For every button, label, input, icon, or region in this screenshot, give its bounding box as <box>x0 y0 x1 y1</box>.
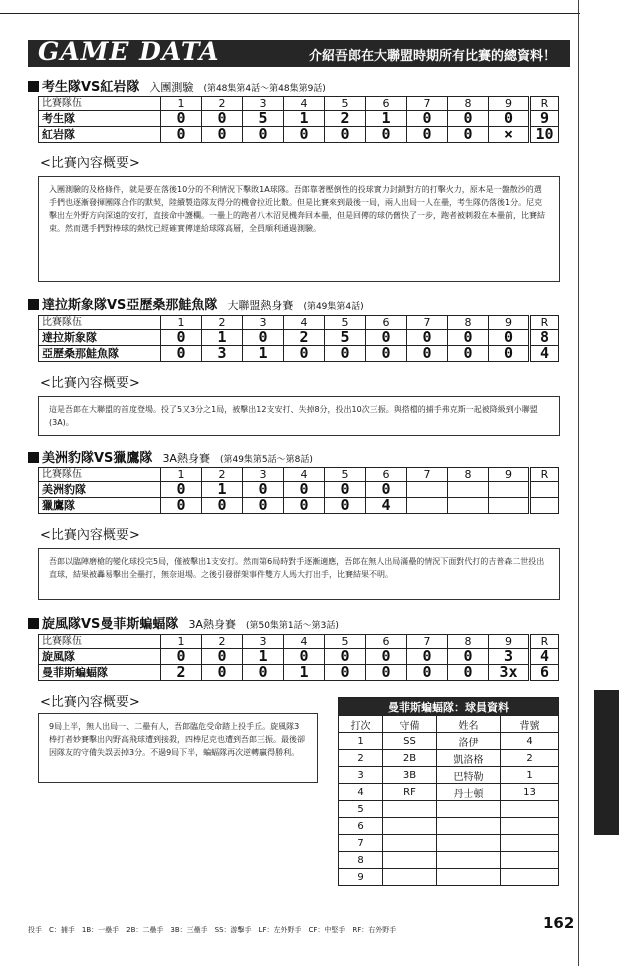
table-cell: 1 <box>501 767 559 784</box>
table-cell: 6 <box>339 818 383 835</box>
table-cell: 0 <box>407 111 448 127</box>
table-cell: 紅岩隊 <box>39 127 161 143</box>
table-cell: 0 <box>448 649 489 665</box>
table-cell <box>530 498 559 514</box>
table-cell: 4 <box>284 316 325 330</box>
table-row <box>339 733 559 750</box>
table-cell: 5 <box>339 801 383 818</box>
table-cell: 3 <box>243 635 284 649</box>
game-episodes: (第49集第4話) <box>303 302 364 312</box>
table-cell <box>383 869 437 886</box>
table-cell: 5 <box>325 468 366 482</box>
table-cell: 8 <box>448 97 489 111</box>
table-cell: 1 <box>202 482 243 498</box>
game4-summary: 9局上半，無人出局一、二壘有人，吾郎臨危受命踏上投手丘。旋風隊3棒打者妙賽擊出內野高飛球遭到接殺，四棒尼克也遭到吾郎三振。最後卻因隊友的守備失誤丟掉3分。不過9局下半，蝙蝠隊再次逆轉贏得勝利。 <box>38 713 318 783</box>
table-cell: 0 <box>448 665 489 681</box>
table-cell: 0 <box>202 665 243 681</box>
table-cell: 7 <box>339 835 383 852</box>
table-cell: 4 <box>530 649 559 665</box>
table-cell: 0 <box>284 498 325 514</box>
table-cell: 4 <box>284 97 325 111</box>
table-cell: 考生隊 <box>39 111 161 127</box>
table-cell: 1 <box>161 316 202 330</box>
table-cell: 5 <box>325 316 366 330</box>
table-cell: 0 <box>325 482 366 498</box>
table-cell: 守備 <box>383 716 437 733</box>
game1-summary: 入團測驗的及格條件，就是要在落後10分的不利情況下擊敗1A球隊。吾郎靠著壓倒性的投球實力封鎖對方的打擊火力，原本是一盤散沙的選手們也逐漸發揮團隊合作的默契，陸續製造隊友得分的機會拉近比數。但是比賽來到最後一局，兩人出局一人在壘，考生隊仍落後1分。尼克擊出左外野方向深遠的安打，直接命中護欄。一壘上的跑者八木沼見機奔回本壘，但是回傳的球仍舊快了一步，跑者被刺殺在本壘前，比賽結束。然而選手們對棒球的熱忱已經確實傳達給球隊高層，全員順利通過測驗。 <box>38 176 560 282</box>
roster-title: 曼菲斯蝙蝠隊：球員資料 <box>339 698 559 716</box>
scoreboard-game2 <box>38 315 559 362</box>
table-cell: 比賽隊伍 <box>39 316 161 330</box>
team-row <box>39 665 559 681</box>
table-cell: 比賽隊伍 <box>39 635 161 649</box>
table-cell: 13 <box>501 784 559 801</box>
table-cell: 0 <box>202 111 243 127</box>
table-cell: 0 <box>448 127 489 143</box>
table-cell: 9 <box>489 316 530 330</box>
table-cell: R <box>530 316 559 330</box>
side-tab <box>594 690 619 835</box>
game3-title <box>28 447 313 466</box>
table-cell: 0 <box>161 330 202 346</box>
table-cell: 0 <box>407 346 448 362</box>
table-cell: 2 <box>161 665 202 681</box>
table-cell <box>448 482 489 498</box>
game-title-text: 美洲豹隊VS獵鷹隊 <box>42 451 153 466</box>
table-cell: 0 <box>161 346 202 362</box>
table-row <box>339 818 559 835</box>
table-cell: 1 <box>366 111 407 127</box>
table-cell: 0 <box>325 665 366 681</box>
page-number: 162 <box>543 914 575 932</box>
table-cell: 0 <box>161 482 202 498</box>
team-row <box>39 346 559 362</box>
bullet-square-icon <box>28 452 39 463</box>
table-cell: 0 <box>489 346 530 362</box>
table-cell: 4 <box>530 346 559 362</box>
table-cell: 0 <box>407 330 448 346</box>
table-cell <box>437 852 501 869</box>
table-cell <box>501 801 559 818</box>
banner-title: GAME DATA <box>38 37 220 66</box>
table-cell: 亞歷桑那鮭魚隊 <box>39 346 161 362</box>
table-cell: 3 <box>243 97 284 111</box>
table-cell: 0 <box>366 649 407 665</box>
game-title-text: 達拉斯象隊VS亞歷桑那鮭魚隊 <box>42 298 218 313</box>
table-cell: 2 <box>284 330 325 346</box>
table-cell <box>437 818 501 835</box>
table-cell: 4 <box>501 733 559 750</box>
table-row <box>339 852 559 869</box>
table-cell: 7 <box>407 468 448 482</box>
banner-subtitle: 介紹吾郎在大聯盟時期所有比賽的總資料！ <box>308 49 556 64</box>
table-cell: 0 <box>284 482 325 498</box>
right-rule <box>578 0 579 966</box>
table-cell: 9 <box>489 468 530 482</box>
overview-heading: <比賽內容概要> <box>40 156 140 171</box>
table-cell: 比賽隊伍 <box>39 468 161 482</box>
table-cell: 0 <box>161 127 202 143</box>
table-cell: 1 <box>243 346 284 362</box>
table-cell: 0 <box>202 498 243 514</box>
roster-header-row <box>339 716 559 733</box>
table-cell: 0 <box>366 665 407 681</box>
table-cell: 0 <box>325 498 366 514</box>
table-cell: 曼菲斯蝙蝠隊 <box>39 665 161 681</box>
table-cell: 3 <box>202 346 243 362</box>
table-cell: 7 <box>407 316 448 330</box>
scoreboard-game3 <box>38 467 559 514</box>
table-cell: 2 <box>202 635 243 649</box>
table-cell: 8 <box>339 852 383 869</box>
table-cell: 0 <box>243 665 284 681</box>
table-cell: 7 <box>407 635 448 649</box>
table-cell: 8 <box>448 316 489 330</box>
table-cell: 打次 <box>339 716 383 733</box>
table-cell: 5 <box>325 97 366 111</box>
table-cell: 0 <box>243 330 284 346</box>
table-cell: 5 <box>243 111 284 127</box>
table-cell: 0 <box>407 649 448 665</box>
table-cell: 旋風隊 <box>39 649 161 665</box>
table-cell: 9 <box>530 111 559 127</box>
table-cell: 4 <box>284 468 325 482</box>
table-cell: 7 <box>407 97 448 111</box>
table-cell: 2 <box>202 97 243 111</box>
scoreboard-game4 <box>38 634 559 681</box>
table-cell <box>501 869 559 886</box>
game-episodes: (第49集第5話〜第8話) <box>219 455 313 465</box>
table-cell: 3x <box>489 665 530 681</box>
table-cell: 5 <box>325 635 366 649</box>
table-cell: 0 <box>489 330 530 346</box>
table-cell <box>489 482 530 498</box>
table-cell: 凱洛格 <box>437 750 501 767</box>
game2-title <box>28 294 364 313</box>
position-legend: 投手 C：捕手 1B：一壘手 2B：二壘手 3B：三壘手 SS：游擊手 LF：左外野手 CF：中堅手 RF：右外野手 <box>28 926 397 934</box>
game-type: 大聯盟熱身賽 <box>227 299 294 312</box>
table-cell: 0 <box>325 127 366 143</box>
scoreboard-game1 <box>38 96 559 143</box>
table-cell: 0 <box>489 111 530 127</box>
table-cell: 0 <box>448 346 489 362</box>
team-row <box>39 127 559 143</box>
table-cell: 1 <box>161 97 202 111</box>
bullet-square-icon <box>28 618 39 629</box>
table-cell: 0 <box>243 127 284 143</box>
table-cell: 背號 <box>501 716 559 733</box>
table-cell: 6 <box>366 635 407 649</box>
bullet-square-icon <box>28 81 39 92</box>
table-cell: 0 <box>161 498 202 514</box>
table-cell <box>448 498 489 514</box>
table-cell: 1 <box>284 665 325 681</box>
table-cell <box>383 852 437 869</box>
table-cell <box>383 801 437 818</box>
game3-summary: 吾郎以臨陣磨槍的變化球投完5局，僅被擊出1支安打。然而第6局時對手逐漸適應，吾郎在無人出局滿壘的情況下面對代打的吉普森二世投出直球，結果被轟易擊出全壘打，無奈退場。之後引發群架事件雙方人馬大打出手，比賽結果不明。 <box>38 548 560 600</box>
table-cell: 9 <box>489 635 530 649</box>
team-row <box>39 498 559 514</box>
table-cell: 6 <box>530 665 559 681</box>
table-cell: 9 <box>489 97 530 111</box>
table-cell <box>489 498 530 514</box>
table-cell: 0 <box>366 482 407 498</box>
table-cell <box>501 818 559 835</box>
table-cell: 9 <box>339 869 383 886</box>
table-cell: 4 <box>339 784 383 801</box>
table-row <box>339 835 559 852</box>
table-cell: 8 <box>448 635 489 649</box>
table-cell: 6 <box>366 468 407 482</box>
table-cell: 0 <box>284 127 325 143</box>
top-rule <box>0 13 580 14</box>
table-row <box>339 750 559 767</box>
table-cell: 1 <box>284 111 325 127</box>
overview-heading: <比賽內容概要> <box>40 695 140 710</box>
table-cell: 6 <box>366 316 407 330</box>
table-cell: 0 <box>366 127 407 143</box>
table-cell: 3 <box>243 316 284 330</box>
table-cell <box>501 852 559 869</box>
table-cell: 0 <box>161 649 202 665</box>
table-cell: 0 <box>202 127 243 143</box>
table-cell: 3 <box>489 649 530 665</box>
overview-heading: <比賽內容概要> <box>40 528 140 543</box>
table-cell: 0 <box>243 498 284 514</box>
table-cell: R <box>530 97 559 111</box>
table-cell: R <box>530 468 559 482</box>
table-cell: 0 <box>366 330 407 346</box>
table-cell: 0 <box>284 649 325 665</box>
game-title-text: 考生隊VS紅岩隊 <box>42 80 140 95</box>
game1-title <box>28 76 326 95</box>
table-cell: 達拉斯象隊 <box>39 330 161 346</box>
table-cell: 6 <box>366 97 407 111</box>
table-cell: 姓名 <box>437 716 501 733</box>
table-cell: × <box>489 127 530 143</box>
table-cell: R <box>530 635 559 649</box>
table-cell: 0 <box>202 649 243 665</box>
table-row <box>339 767 559 784</box>
table-cell: 0 <box>448 330 489 346</box>
overview-heading: <比賽內容概要> <box>40 376 140 391</box>
table-cell <box>437 869 501 886</box>
table-cell: 0 <box>407 127 448 143</box>
table-cell: 0 <box>366 346 407 362</box>
table-cell: 1 <box>243 649 284 665</box>
table-cell: 2B <box>383 750 437 767</box>
table-cell: 0 <box>284 346 325 362</box>
game-episodes: (第48集第4話〜第48集第9話) <box>203 84 326 94</box>
table-cell <box>530 482 559 498</box>
table-row <box>339 801 559 818</box>
table-cell: 1 <box>161 468 202 482</box>
banner <box>28 37 570 67</box>
table-cell: 4 <box>284 635 325 649</box>
table-cell <box>383 835 437 852</box>
table-cell: 8 <box>530 330 559 346</box>
table-cell: RF <box>383 784 437 801</box>
table-cell: 丹士頓 <box>437 784 501 801</box>
table-cell: 1 <box>202 330 243 346</box>
table-cell <box>383 818 437 835</box>
game-type: 3A熱身賽 <box>162 452 210 465</box>
table-cell: 2 <box>325 111 366 127</box>
table-cell: 2 <box>501 750 559 767</box>
table-cell: 0 <box>161 111 202 127</box>
table-cell: 0 <box>407 665 448 681</box>
game2-summary: 這是吾郎在大聯盟的首度登場。投了5又3分之1局，被擊出12支安打、失掉8分，投出10次三振。與搭檔的捕手弗克斯一起被降級到小聯盟(3A)。 <box>38 396 560 436</box>
table-cell: 5 <box>325 330 366 346</box>
table-cell: 3B <box>383 767 437 784</box>
table-cell: 2 <box>202 316 243 330</box>
table-row <box>339 784 559 801</box>
game-title-text: 旋風隊VS曼菲斯蝙蝠隊 <box>42 617 179 632</box>
table-cell <box>407 482 448 498</box>
table-cell: 巴特勒 <box>437 767 501 784</box>
game-type: 入團測驗 <box>149 81 194 94</box>
table-cell: 比賽隊伍 <box>39 97 161 111</box>
bullet-square-icon <box>28 299 39 310</box>
table-cell: 3 <box>339 767 383 784</box>
table-cell: 3 <box>243 468 284 482</box>
table-cell: 2 <box>339 750 383 767</box>
table-cell: SS <box>383 733 437 750</box>
table-cell: 0 <box>325 346 366 362</box>
table-cell: 洛伊 <box>437 733 501 750</box>
table-cell: 2 <box>202 468 243 482</box>
table-cell: 4 <box>366 498 407 514</box>
table-cell: 10 <box>530 127 559 143</box>
table-cell: 美洲豹隊 <box>39 482 161 498</box>
roster-table <box>338 697 559 886</box>
table-cell <box>407 498 448 514</box>
game-episodes: (第50集第1話〜第3話) <box>245 621 339 631</box>
table-cell: 0 <box>448 111 489 127</box>
game-type: 3A熱身賽 <box>188 618 236 631</box>
table-cell: 獵鷹隊 <box>39 498 161 514</box>
table-cell <box>437 801 501 818</box>
table-cell: 1 <box>339 733 383 750</box>
table-cell: 8 <box>448 468 489 482</box>
table-cell: 1 <box>161 635 202 649</box>
table-cell <box>437 835 501 852</box>
game4-title <box>28 613 339 632</box>
table-cell <box>501 835 559 852</box>
table-cell: 0 <box>243 482 284 498</box>
table-row <box>339 869 559 886</box>
table-cell: 0 <box>325 649 366 665</box>
